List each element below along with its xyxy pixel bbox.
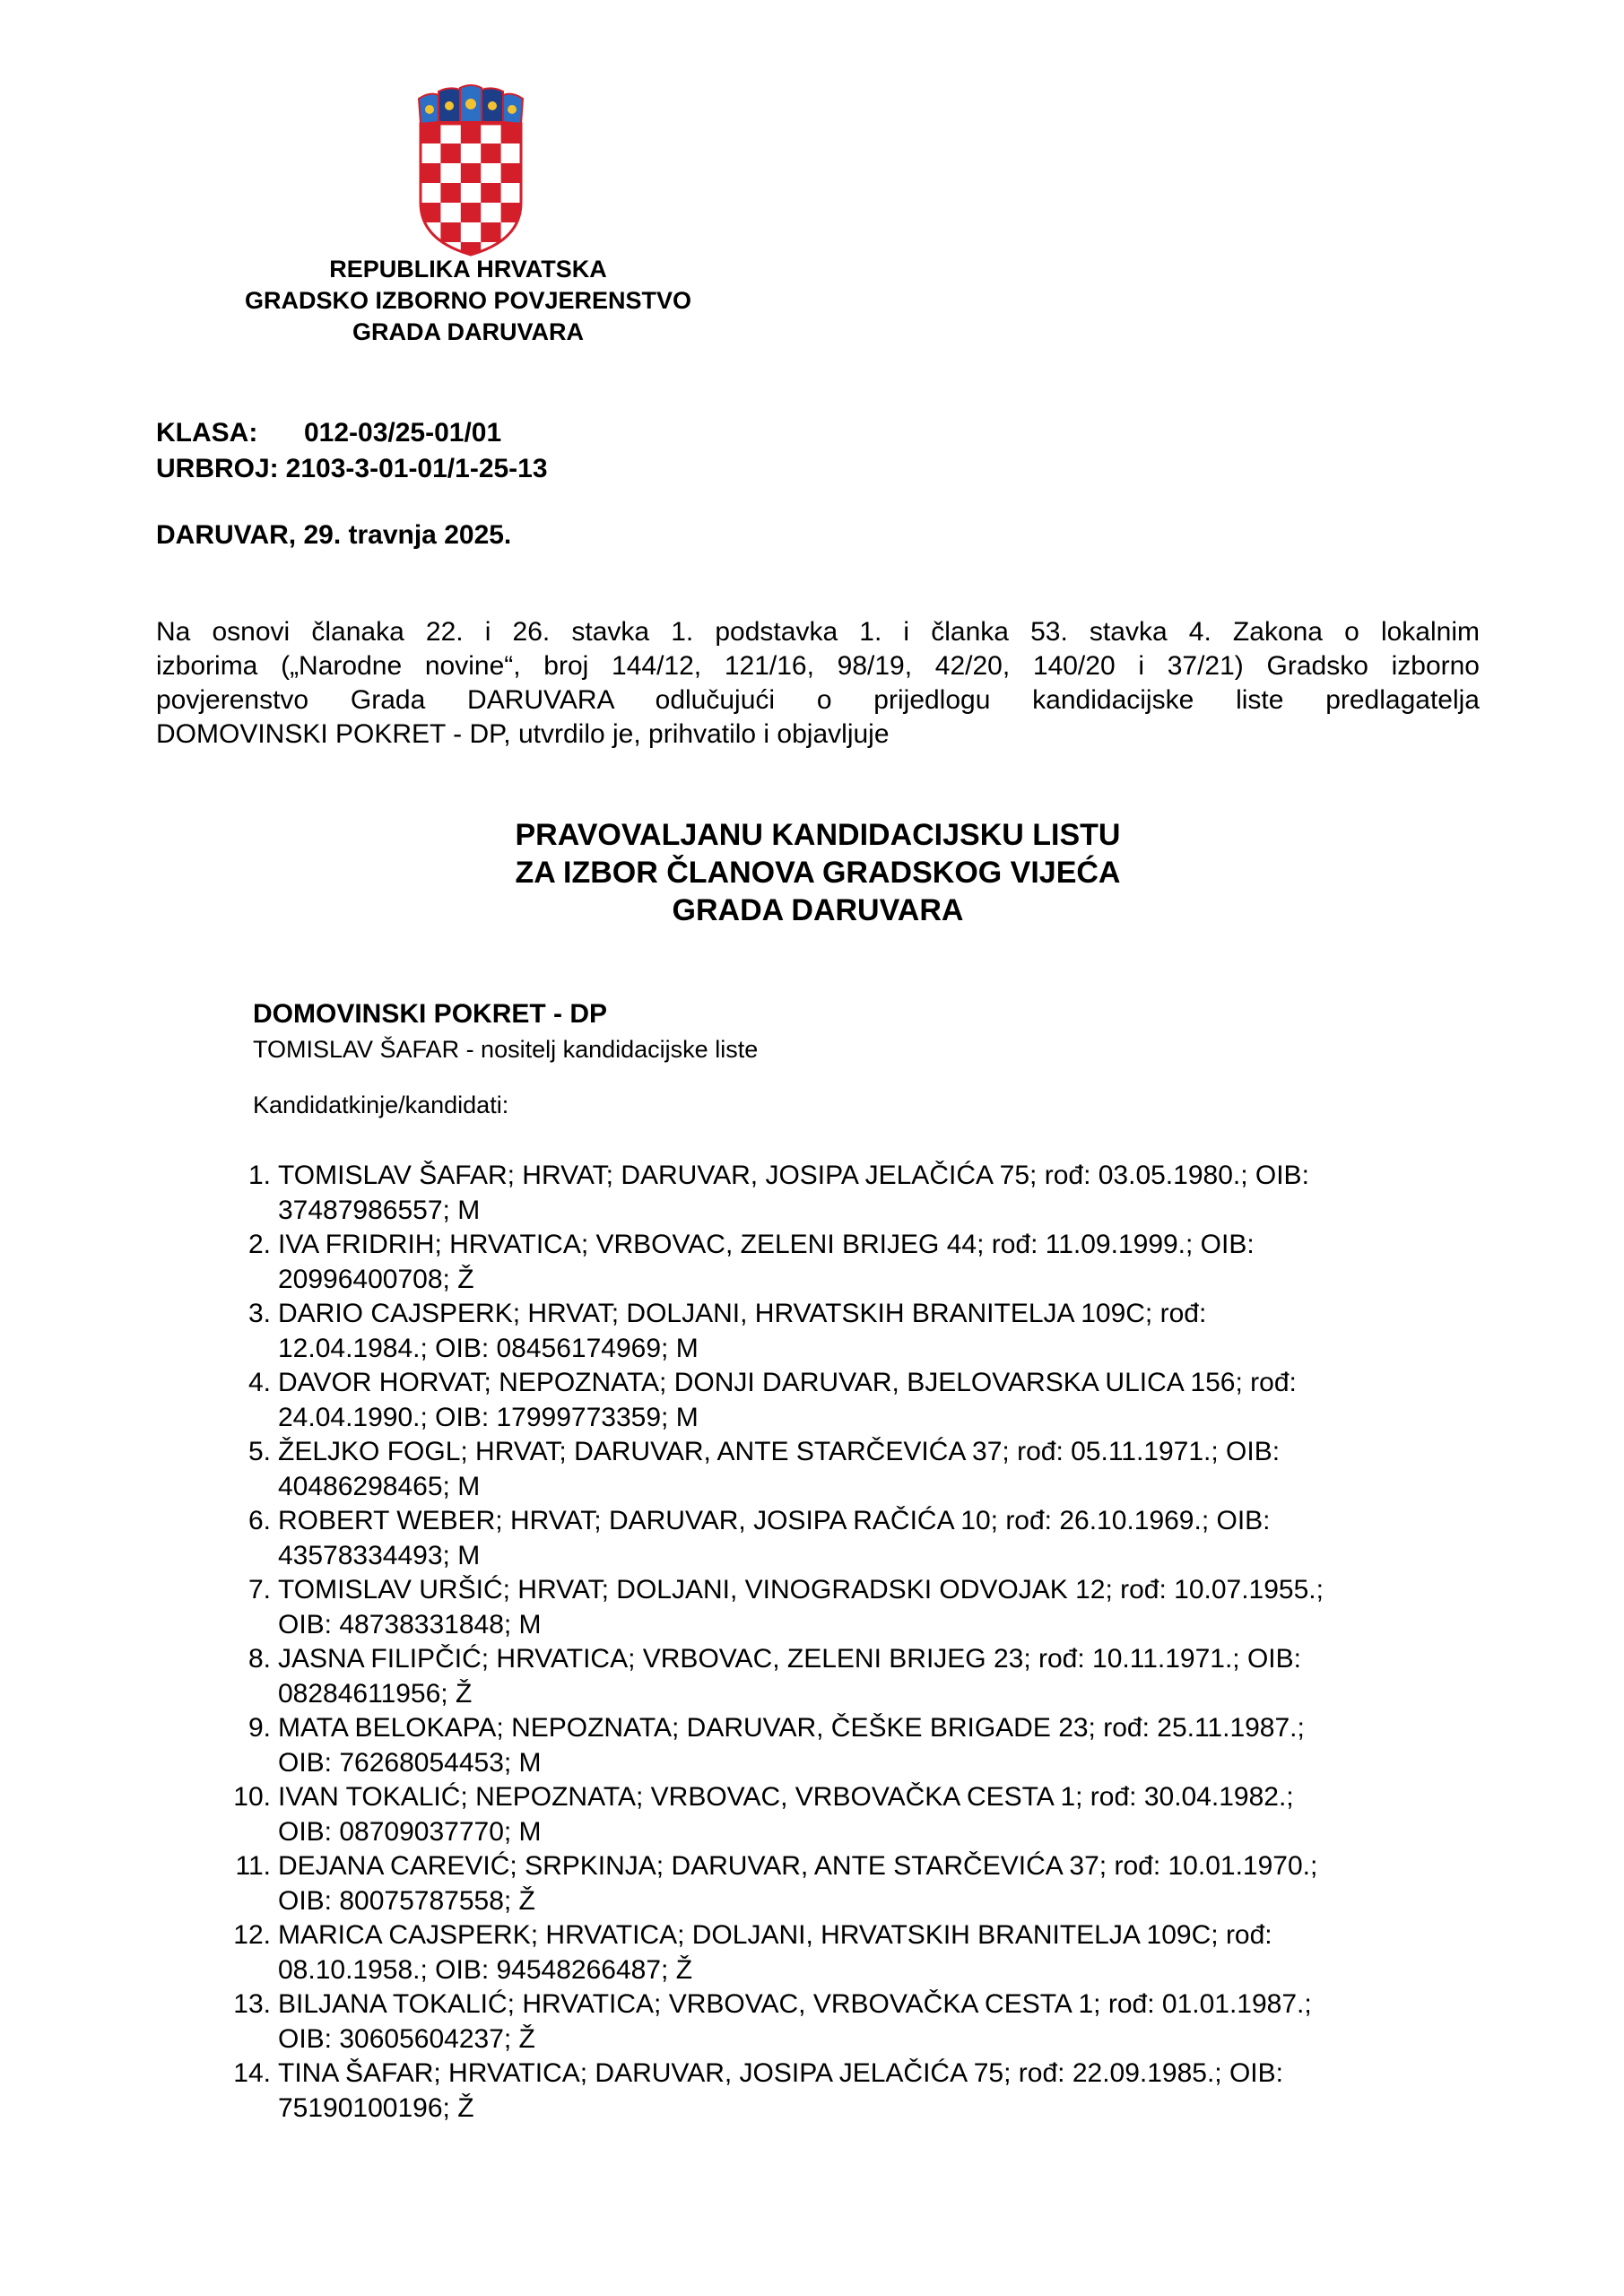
- list-item: [215, 1642, 1471, 1711]
- list-holder: TOMISLAV ŠAFAR - nositelj kandidacijske liste: [253, 1036, 759, 1063]
- candidate-line-2: OIB: 30605604237; Ž: [278, 2023, 535, 2054]
- candidate-number: 4.: [248, 1368, 271, 1397]
- place-date: DARUVAR, 29. travnja 2025.: [156, 520, 512, 550]
- list-item: [215, 1918, 1471, 1987]
- list-item: [215, 1159, 1471, 1228]
- urbroj-label: URBROJ:: [156, 454, 279, 483]
- list-item: [215, 1987, 1471, 2057]
- candidate-line-1: JASNA FILIPČIĆ; HRVATICA; VRBOVAC, ZELENI BRIJEG 23; rođ: 10.11.1971.; OIB:: [278, 1644, 1301, 1674]
- institution-header: [154, 254, 782, 348]
- candidate-line-1: TOMISLAV ŠAFAR; HRVAT; DARUVAR, JOSIPA JELAČIĆA 75; rođ: 03.05.1980.; OIB:: [278, 1161, 1309, 1190]
- candidate-line-1: ŽELJKO FOGL; HRVAT; DARUVAR, ANTE STARČEVIĆA 37; rođ: 05.11.1971.; OIB:: [278, 1437, 1281, 1466]
- candidate-line-2: 43578334493; M: [278, 1540, 481, 1570]
- checkerboard: [417, 124, 525, 257]
- candidate-line-1: DEJANA CAREVIĆ; SRPKINJA; DARUVAR, ANTE STARČEVIĆA 37; rođ: 10.01.1970.;: [278, 1851, 1318, 1881]
- candidate-line-2: 12.04.1984.; OIB: 08456174969; M: [278, 1333, 699, 1363]
- candidate-line-1: MARICA CAJSPERK; HRVATICA; DOLJANI, HRVATSKIH BRANITELJA 109C; rođ:: [278, 1920, 1272, 1950]
- candidate-number: 7.: [248, 1575, 271, 1605]
- candidate-line-2: 20996400708; Ž: [278, 1264, 474, 1294]
- candidate-line-1: DAVOR HORVAT; NEPOZNATA; DONJI DARUVAR, BJELOVARSKA ULICA 156; rođ:: [278, 1368, 1297, 1397]
- intro-line-3: povjerenstvo Grada DARUVARA odlučujući o prijedlogu kandidacijske liste predlagatelja: [156, 685, 1480, 715]
- candidate-number: 5.: [248, 1437, 271, 1466]
- candidate-line-2: 37487986557; M: [278, 1195, 481, 1225]
- candidate-line-2: 75190100196; Ž: [278, 2092, 474, 2123]
- candidate-number: 6.: [248, 1506, 271, 1535]
- klasa-label: KLASA:: [156, 418, 258, 448]
- header-line-3: GRADA DARUVARA: [352, 318, 584, 345]
- candidates-label: Kandidatkinje/kandidati:: [253, 1091, 509, 1118]
- candidate-line-1: TOMISLAV URŠIĆ; HRVAT; DOLJANI, VINOGRADSKI ODVOJAK 12; rođ: 10.07.1955.;: [278, 1575, 1324, 1605]
- list-item: [215, 1228, 1471, 1297]
- candidate-line-2: OIB: 08709037770; M: [278, 1816, 542, 1847]
- title-line-1: PRAVOVALJANU KANDIDACIJSKU LISTU: [515, 818, 1121, 852]
- candidate-number: 8.: [248, 1644, 271, 1674]
- candidate-list: [215, 1159, 1471, 2126]
- party-name: DOMOVINSKI POKRET - DP: [253, 999, 608, 1029]
- candidate-line-2: 40486298465; M: [278, 1471, 481, 1501]
- list-item: [215, 2057, 1471, 2126]
- title-line-3: GRADA DARUVARA: [672, 893, 964, 927]
- candidate-number: 2.: [248, 1230, 271, 1259]
- header-line-1: REPUBLIKA HRVATSKA: [329, 256, 607, 283]
- intro-line-2: izborima („Narodne novine“, broj 144/12, 121/16, 98/19, 42/20, 140/20 i 37/21) Gradsko izborno: [156, 651, 1480, 681]
- candidate-number: 13.: [233, 1989, 271, 2019]
- candidate-line-2: 08.10.1958.; OIB: 94548266487; Ž: [278, 1954, 693, 1985]
- urbroj-row: [156, 451, 963, 487]
- document-title: [156, 816, 1480, 929]
- candidate-number: 10.: [233, 1782, 271, 1812]
- candidate-line-1: TINA ŠAFAR; HRVATICA; DARUVAR, JOSIPA JELAČIĆA 75; rođ: 22.09.1985.; OIB:: [278, 2058, 1283, 2088]
- header-line-2: GRADSKO IZBORNO POVJERENSTVO: [244, 287, 692, 314]
- candidate-line-2: OIB: 76268054453; M: [278, 1747, 542, 1778]
- intro-paragraph: [156, 615, 1480, 752]
- candidate-line-2: 24.04.1990.; OIB: 17999773359; M: [278, 1402, 699, 1432]
- klasa-row: [156, 415, 963, 451]
- candidate-number: 3.: [248, 1299, 271, 1328]
- crown: [419, 85, 523, 124]
- candidate-number: 11.: [235, 1851, 271, 1881]
- candidate-line-2: OIB: 48738331848; M: [278, 1609, 542, 1639]
- candidate-line-1: DARIO CAJSPERK; HRVAT; DOLJANI, HRVATSKIH BRANITELJA 109C; rođ:: [278, 1299, 1207, 1328]
- list-item: [215, 1711, 1471, 1780]
- candidate-line-2: 08284611956; Ž: [278, 1678, 473, 1709]
- title-line-2: ZA IZBOR ČLANOVA GRADSKOG VIJEĆA: [515, 856, 1121, 890]
- list-item: [215, 1780, 1471, 1849]
- candidate-line-1: ROBERT WEBER; HRVAT; DARUVAR, JOSIPA RAČIĆA 10; rođ: 26.10.1969.; OIB:: [278, 1506, 1271, 1535]
- intro-line-4: DOMOVINSKI POKRET - DP, utvrdilo je, prihvatilo i objavljuje: [156, 719, 890, 749]
- list-item: [215, 1849, 1471, 1918]
- intro-line-1: Na osnovi članaka 22. i 26. stavka 1. podstavka 1. i članka 53. stavka 4. Zakona o lokalnim: [156, 617, 1480, 647]
- candidate-line-1: IVA FRIDRIH; HRVATICA; VRBOVAC, ZELENI BRIJEG 44; rođ: 11.09.1999.; OIB:: [278, 1230, 1255, 1259]
- list-item: [215, 1504, 1471, 1573]
- candidate-line-2: OIB: 80075787558; Ž: [278, 1885, 535, 1916]
- candidate-number: 12.: [233, 1920, 271, 1950]
- list-item: [215, 1435, 1471, 1504]
- list-item: [215, 1366, 1471, 1435]
- croatian-coat-of-arms-icon: [417, 79, 525, 257]
- reference-numbers: [156, 415, 963, 487]
- candidate-number: 14.: [233, 2058, 271, 2088]
- candidate-line-1: MATA BELOKAPA; NEPOZNATA; DARUVAR, ČEŠKE BRIGADE 23; rođ: 25.11.1987.;: [278, 1713, 1305, 1743]
- list-item: [215, 1573, 1471, 1642]
- candidate-number: 1.: [248, 1161, 271, 1190]
- klasa-value: 012-03/25-01/01: [304, 418, 502, 448]
- candidate-number: 9.: [248, 1713, 271, 1743]
- urbroj-value: 2103-3-01-01/1-25-13: [285, 454, 548, 483]
- list-item: [215, 1297, 1471, 1366]
- candidate-line-1: BILJANA TOKALIĆ; HRVATICA; VRBOVAC, VRBOVAČKA CESTA 1; rođ: 01.01.1987.;: [278, 1989, 1312, 2019]
- candidate-line-1: IVAN TOKALIĆ; NEPOZNATA; VRBOVAC, VRBOVAČKA CESTA 1; rođ: 30.04.1982.;: [278, 1782, 1294, 1812]
